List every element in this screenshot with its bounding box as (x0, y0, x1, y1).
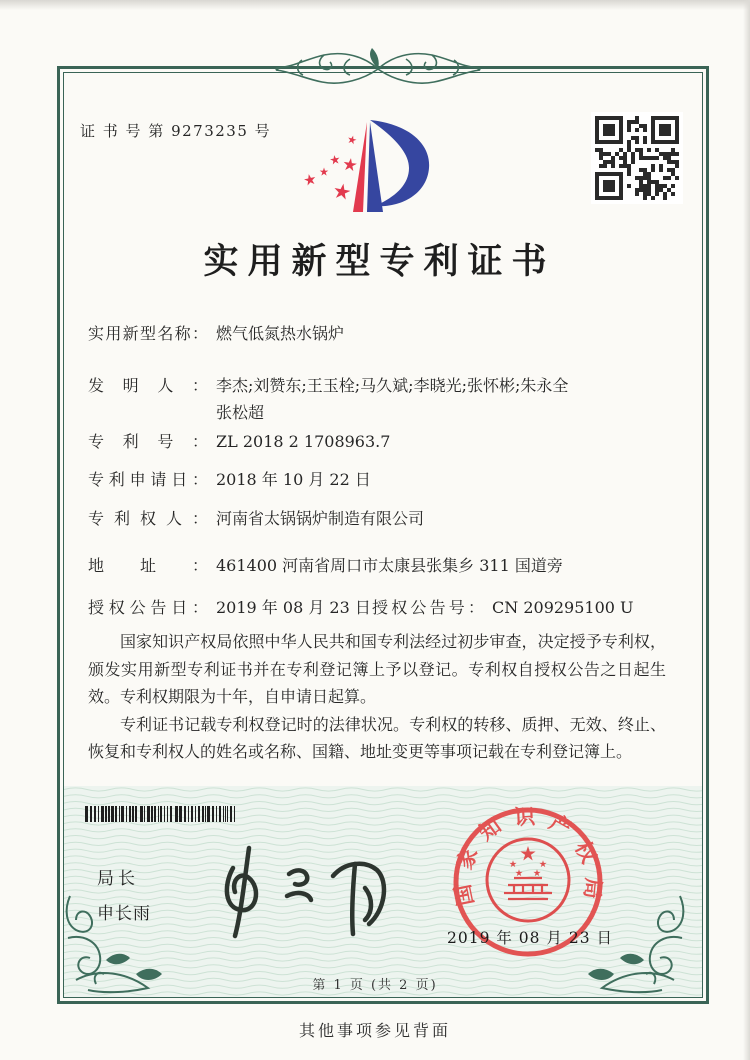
qr-code (591, 112, 683, 204)
field-label-grant-date: 授权公告日： (88, 598, 208, 617)
field-label-name: 实用新型名称： (88, 324, 208, 343)
seal-date: 2019 年 08 月 23 日 (446, 929, 614, 947)
field-value-address: 461400 河南省周口市太康县张集乡 311 国道旁 (216, 556, 563, 575)
field-row-name (88, 320, 668, 347)
field-row-grant-date (88, 594, 668, 621)
field-row-filing-date (88, 466, 668, 493)
scan-edge-top (0, 0, 750, 10)
signer-title: 局长 (97, 869, 139, 889)
field-value-name: 燃气低氮热水锅炉 (216, 324, 345, 343)
scan-edge-right (743, 0, 750, 1060)
field-value-inventors (216, 372, 568, 426)
barcode (85, 806, 237, 822)
field-label-patent-no: 专利号： (88, 432, 208, 451)
field-row-patentee (88, 505, 668, 532)
field-value-grant-no: CN 209295100 U (492, 598, 634, 617)
legal-paragraph-2: 专利证书记载专利权登记时的法律状况。专利权的转移、质押、无效、终止、恢复和专利权人的姓名或名称、国籍、地址变更等事项记载在专利登记簿上。 (88, 714, 666, 761)
certificate-title: 实用新型专利证书 (203, 241, 556, 282)
field-value-grant-date: 2019 年 08 月 23 日 (216, 598, 371, 617)
commissioner-signature (205, 836, 405, 946)
inventors-line-2: 张松超 (216, 403, 265, 422)
field-value-patentee: 河南省太锅锅炉制造有限公司 (216, 509, 425, 528)
footer-note: 其他事项参见背面 (298, 1021, 451, 1040)
signer-name: 申长雨 (97, 904, 151, 924)
field-label-inventors: 发明人： (88, 376, 208, 395)
field-label-patentee: 专利权人： (88, 509, 208, 528)
legal-paragraph-1: 国家知识产权局依照中华人民共和国专利法经过初步审查，决定授予专利权，颁发实用新型专利证书并在专利登记簿上予以登记。专利权自授权公告之日起生效。专利权期限为十年，自申请日起算。 (88, 632, 666, 706)
field-row-patent-no (88, 428, 668, 455)
field-row-inventors (88, 372, 668, 426)
national-emblem-icon (487, 839, 569, 921)
field-label-address: 地址： (88, 556, 208, 575)
cnipa-logo-icon (293, 110, 455, 230)
field-value-filing-date: 2018 年 10 月 22 日 (216, 470, 371, 489)
page-indicator: 第 1 页 (共 2 页) (312, 978, 438, 993)
top-border-ornament-icon (272, 46, 484, 92)
legal-text-block (88, 628, 666, 766)
certificate-number: 证 书 号 第 9273235 号 (80, 122, 272, 140)
seal-text: 国家知识产权局 (449, 803, 607, 909)
inventors-line-1: 李杰;刘赞东;王玉栓;马久斌;李晓光;张怀彬;朱永全 (216, 376, 569, 395)
field-row-address (88, 552, 668, 579)
field-label-grant-no: 授权公告号： (372, 598, 484, 617)
field-label-filing-date: 专利申请日： (88, 470, 208, 489)
field-grant-no-group (372, 594, 634, 621)
field-value-patent-no: ZL 2018 2 1708963.7 (216, 432, 391, 451)
